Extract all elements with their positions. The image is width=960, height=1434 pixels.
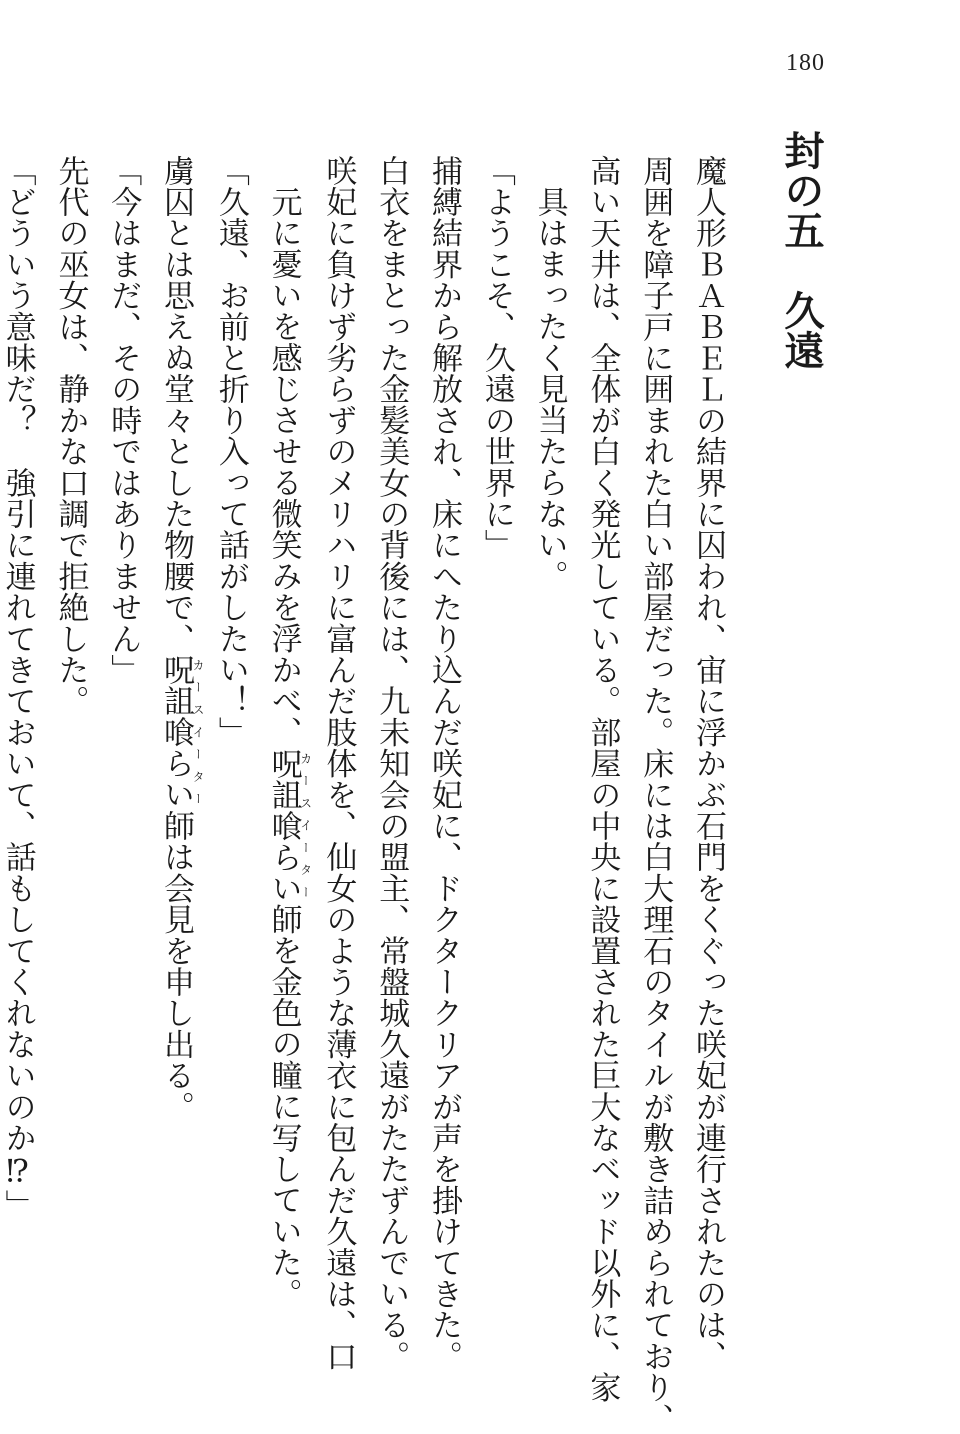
text-column: 高い天井は、全体が白く発光している。部屋の中央に設置された巨大なベッド以外に、家: [584, 155, 621, 1403]
chapter-title: 封の五 久遠: [778, 130, 824, 370]
text-column: 魔人形ＢＡＢＥＬの結界に囚われ、宙に浮かぶ石門をくぐった咲妃が連行されたのは、: [690, 155, 726, 1372]
text-column: [257, 186, 313, 1310]
ruby-base: 呪詛喰らい: [158, 654, 195, 811]
body-text: [0, 155, 734, 1434]
ruby-annotation: [265, 747, 313, 904]
text-column: 捕縛結界から解放され、床にへたり込んだ咲妃に、ドクタークリアが声を掛けてきた。: [426, 155, 463, 1372]
text-segment: 師を金色の瞳に写していた。: [265, 903, 302, 1310]
ruby-reading: カースイーター: [191, 654, 206, 811]
ruby-annotation: [158, 654, 206, 811]
text-column: 周囲を障子戸に囲まれた白い部屋だった。床には白大理石のタイルが敷き詰められており、: [637, 155, 674, 1434]
ruby-base: 呪詛喰らい: [265, 747, 302, 904]
text-column: [149, 155, 204, 1215]
page-number: 180: [786, 50, 825, 76]
text-column: 具はまったく見当たらない。: [531, 186, 568, 592]
text-column: 白衣をまとった金髪美女の背後には、九未知会の盟主、常盤城久遠がたたずんでいる。: [373, 155, 410, 1372]
text-segment: 虜囚とは思えぬ堂々とした物腰で、: [158, 155, 195, 655]
text-column: 「ようこそ、久遠の世界に」: [478, 155, 515, 561]
ruby-reading: カースイーター: [298, 747, 313, 904]
text-column: 「久遠、お前と折り入って話がしたい！」: [212, 155, 249, 748]
text-column: 咲妃に負けず劣らずのメリハリに富んだ肢体を、仙女のような薄衣に包んだ久遠は、口: [320, 155, 357, 1372]
text-column: 先代の巫女は、静かな口調で拒絶した。: [52, 155, 89, 717]
text-column: 「今はまだ、その時ではありません」: [105, 155, 142, 686]
text-column: 「どういう意味だ？ 強引に連れてきておいて、話もしてくれないのか⁉」: [0, 155, 36, 1221]
text-segment: 元に憂いを感じさせる微笑みを浮かべ、: [265, 186, 302, 748]
text-segment: 師は会見を申し出る。: [158, 810, 195, 1123]
